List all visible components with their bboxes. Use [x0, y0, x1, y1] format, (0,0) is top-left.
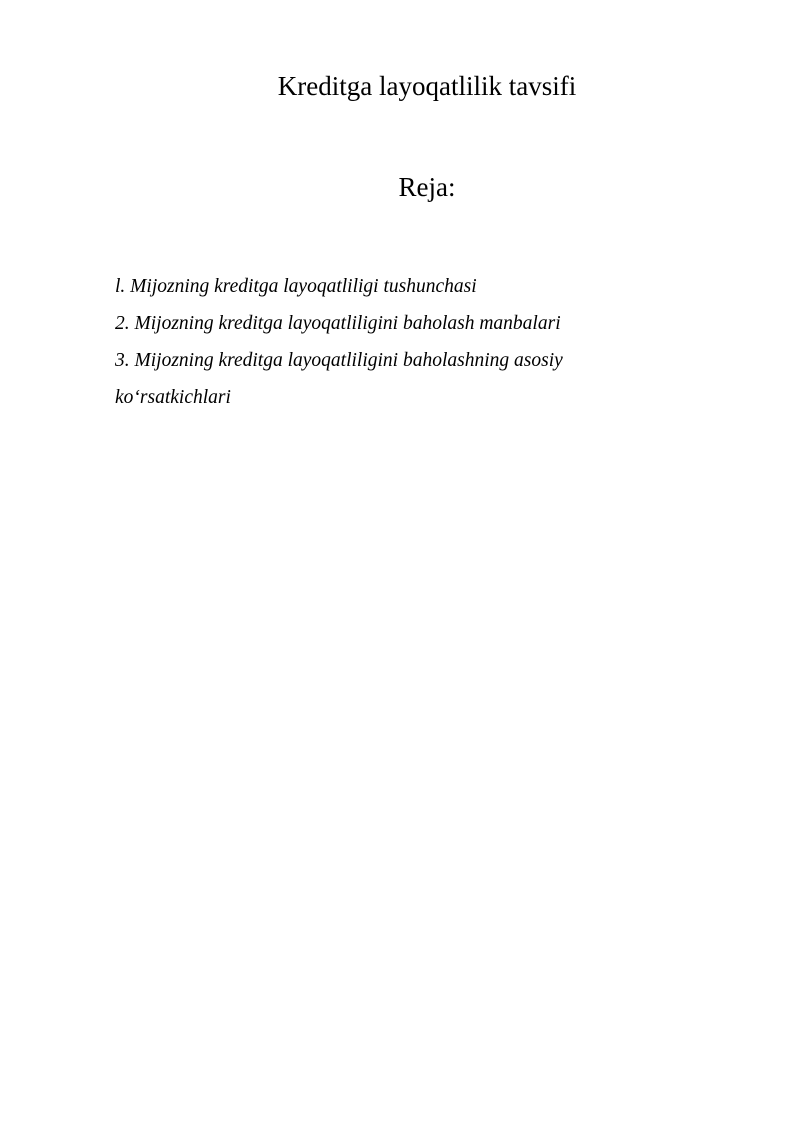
document-title: Kreditga layoqatlilik tavsifi [277, 71, 577, 101]
plan-heading: Reja: [398, 172, 456, 202]
plan-item: 2. Mijozning kreditga layoqatliligini baholash manbalari [115, 313, 561, 334]
plan-list [115, 268, 675, 416]
plan-item: l. Mijozning kreditga layoqatliligi tushunchasi [115, 276, 477, 297]
plan-item: 3. Mijozning kreditga layoqatliligini baholashning asosiy ko‘rsatkichlari [115, 350, 563, 408]
